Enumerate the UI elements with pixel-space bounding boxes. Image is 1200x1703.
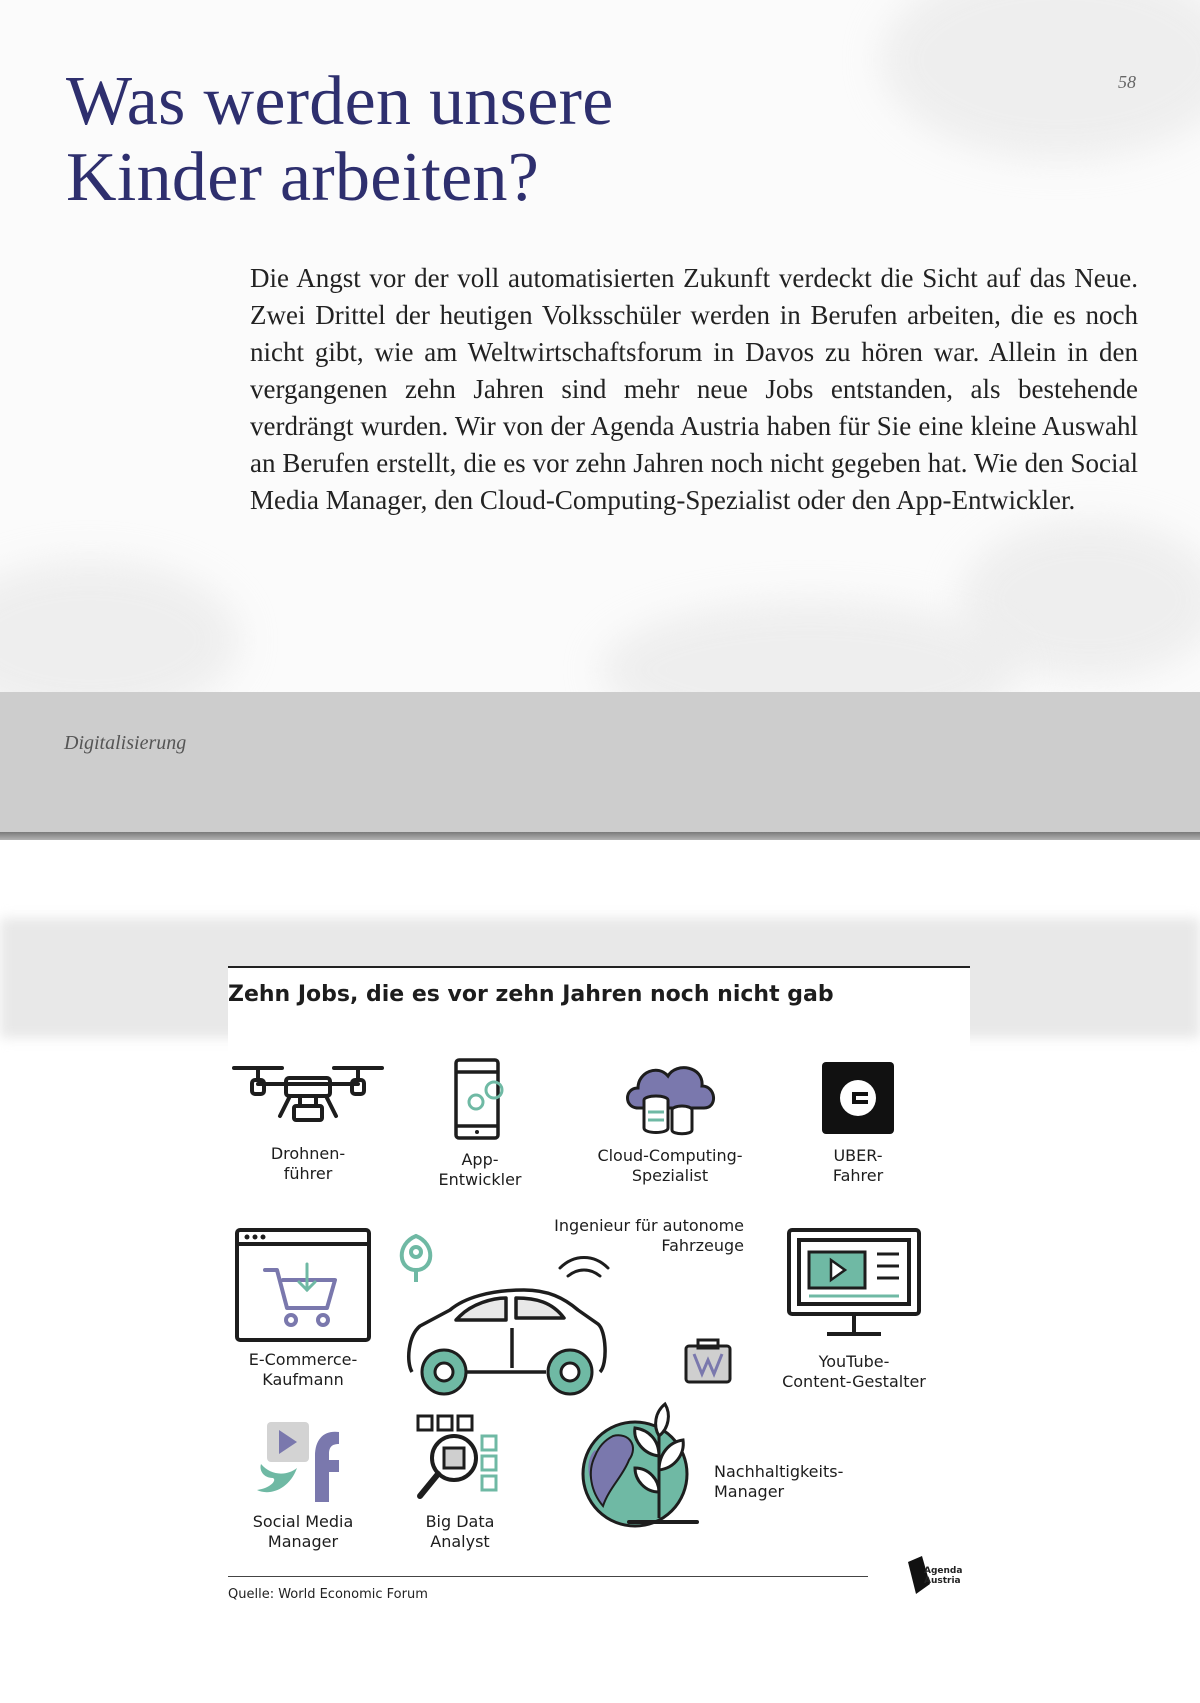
infographic-bottom-rule: [228, 1576, 868, 1577]
social-media-icon: [253, 1416, 353, 1504]
magnifier-data-icon: [414, 1412, 506, 1504]
source-note: Quelle: World Economic Forum: [228, 1587, 428, 1602]
job-label-bigdata: Big Data Analyst: [425, 1512, 495, 1551]
job-drone: [228, 1058, 388, 1184]
job-label-sustainability: Nachhaltigkeits- Manager: [714, 1462, 844, 1501]
infographic: [228, 966, 970, 1686]
shopping-cart-browser-icon: [235, 1228, 371, 1342]
uber-logo-icon: [818, 1058, 898, 1138]
page-title: [66, 64, 766, 216]
job-label-drone: Drohnen- führer: [270, 1144, 346, 1183]
body-paragraph: Die Angst vor der voll automatisierten Zukunft verdeckt die Sicht auf das Neue. Zwei Drittel der heutigen Volksschüler werden in Berufen arbeiten, die es noch nicht gibt, wie am Weltwirtschaftsforum in Davos zu hören war. Allein in den vergangenen zehn Jahren sind mehr neue Jobs entstanden, als bestehende verdrängt wurden. Wir von der Agenda Austria haben für Sie eine kleine Auswahl an Berufen erstellt, die es vor zehn Jahren noch nicht gegeben hat. Wie den Social Media Manager, den Cloud-Computing-Spezialist oder den App-Entwickler.: [250, 263, 1138, 515]
job-bigdata: [400, 1412, 520, 1552]
job-sustainability: [568, 1396, 718, 1536]
smartphone-icon: [440, 1058, 520, 1142]
title-line-2: Kinder arbeiten?: [66, 139, 540, 216]
job-label-uber: UBER- Fahrer: [832, 1146, 884, 1185]
toolbox-icon: [684, 1338, 732, 1388]
job-social: [228, 1416, 378, 1552]
job-autonomous: [394, 1232, 624, 1400]
page-bottom: [0, 858, 1200, 1703]
job-label-ecommerce: E-Commerce- Kaufmann: [248, 1350, 358, 1389]
drone-icon: [230, 1058, 386, 1136]
title-line-1: Was werden unsere: [66, 63, 614, 140]
logo-text: Agenda Austria: [924, 1566, 963, 1586]
job-youtube: [762, 1228, 946, 1392]
cloud-server-icon: [620, 1058, 720, 1138]
globe-plant-icon: [573, 1396, 713, 1536]
job-uber: [788, 1058, 928, 1186]
job-label-autonomous: Ingenieur für autonome Fahrzeuge: [554, 1216, 744, 1255]
infographic-title: Zehn Jobs, die es vor zehn Jahren noch nicht gab: [228, 982, 834, 1007]
job-app: [400, 1058, 560, 1190]
job-label-cloud: Cloud-Computing- Spezialist: [597, 1146, 743, 1185]
page-number: 58: [1118, 72, 1136, 92]
job-label-youtube: YouTube- Content-Gestalter: [782, 1352, 926, 1391]
page-top: [0, 0, 1200, 840]
section-label: Digitalisierung: [64, 732, 187, 754]
job-ecommerce: [228, 1228, 378, 1390]
page-divider: [0, 832, 1200, 840]
job-cloud: [580, 1058, 760, 1186]
infographic-top-rule: [228, 966, 970, 968]
footer-band: [0, 692, 1200, 832]
monitor-video-icon: [787, 1228, 921, 1344]
autonomous-car-icon: [394, 1232, 624, 1400]
job-label-app: App- Entwickler: [438, 1150, 522, 1189]
job-label-social: Social Media Manager: [252, 1512, 354, 1551]
